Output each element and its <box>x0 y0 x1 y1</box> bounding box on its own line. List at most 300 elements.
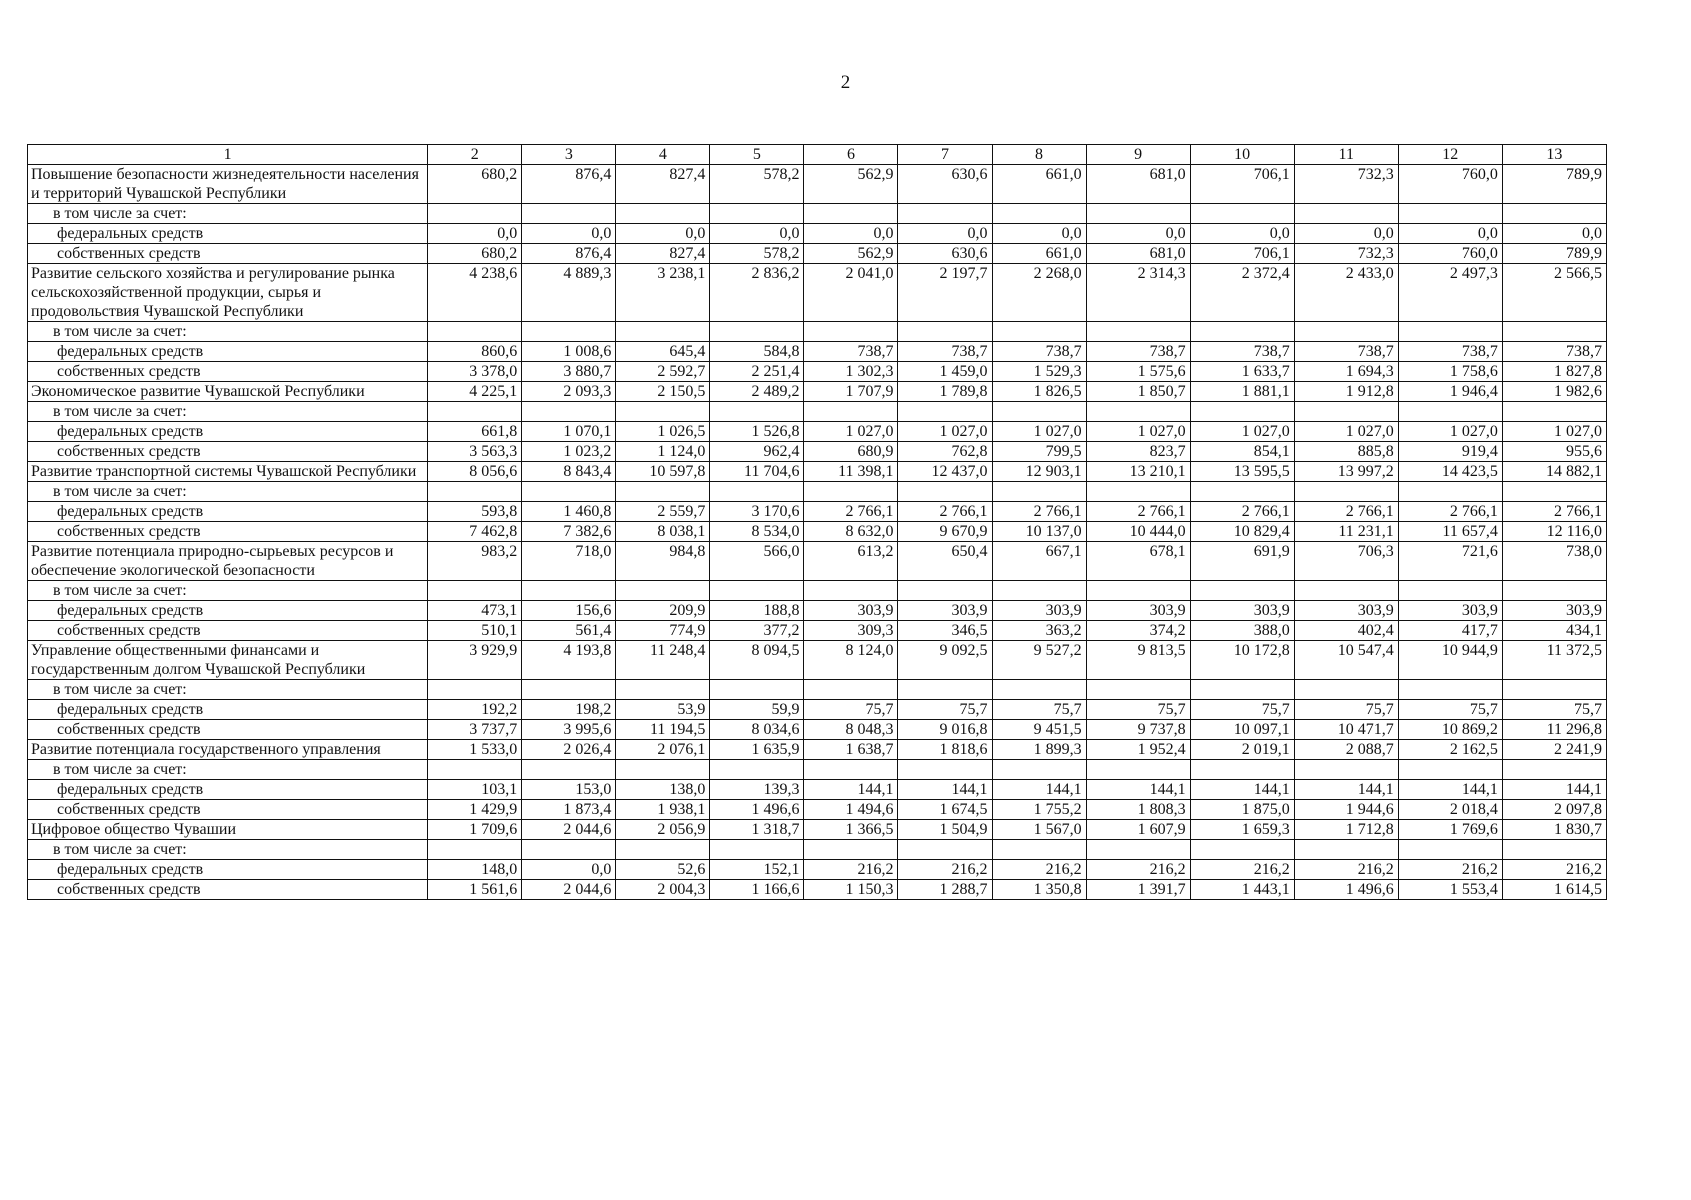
value-cell: 1 607,9 <box>1086 820 1190 840</box>
row-label: собственных средств <box>28 244 428 264</box>
value-cell <box>992 760 1086 780</box>
value-cell: 3 170,6 <box>710 502 804 522</box>
value-cell: 52,6 <box>616 860 710 880</box>
value-cell: 1 830,7 <box>1502 820 1606 840</box>
value-cell: 2 088,7 <box>1294 740 1398 760</box>
value-cell: 0,0 <box>992 224 1086 244</box>
value-cell: 1 027,0 <box>1190 422 1294 442</box>
value-cell: 10 097,1 <box>1190 720 1294 740</box>
value-cell <box>804 680 898 700</box>
value-cell: 198,2 <box>522 700 616 720</box>
value-cell: 661,0 <box>992 165 1086 204</box>
value-cell: 1 707,9 <box>804 382 898 402</box>
value-cell: 919,4 <box>1398 442 1502 462</box>
row-label: федеральных средств <box>28 860 428 880</box>
value-cell: 827,4 <box>616 244 710 264</box>
value-cell <box>710 482 804 502</box>
value-cell <box>710 581 804 601</box>
value-cell: 1 709,6 <box>428 820 522 840</box>
value-cell <box>1502 482 1606 502</box>
value-cell: 2 372,4 <box>1190 264 1294 322</box>
value-cell: 738,7 <box>1086 342 1190 362</box>
row-label: собственных средств <box>28 522 428 542</box>
value-cell <box>804 322 898 342</box>
value-cell: 1 982,6 <box>1502 382 1606 402</box>
value-cell: 13 595,5 <box>1190 462 1294 482</box>
value-cell <box>1190 680 1294 700</box>
value-cell <box>710 840 804 860</box>
value-cell: 1 302,3 <box>804 362 898 382</box>
value-cell <box>428 482 522 502</box>
value-cell: 144,1 <box>992 780 1086 800</box>
value-cell: 216,2 <box>1398 860 1502 880</box>
own-funds-row <box>28 621 1607 641</box>
value-cell: 75,7 <box>1294 700 1398 720</box>
value-cell: 11 657,4 <box>1398 522 1502 542</box>
value-cell: 593,8 <box>428 502 522 522</box>
page-number: 2 <box>840 72 851 93</box>
value-cell <box>898 760 992 780</box>
value-cell: 2 497,3 <box>1398 264 1502 322</box>
value-cell: 473,1 <box>428 601 522 621</box>
value-cell: 216,2 <box>804 860 898 880</box>
value-cell: 12 903,1 <box>992 462 1086 482</box>
value-cell <box>616 322 710 342</box>
column-header: 3 <box>522 145 616 165</box>
value-cell: 1 789,8 <box>898 382 992 402</box>
value-cell: 346,5 <box>898 621 992 641</box>
value-cell: 8 843,4 <box>522 462 616 482</box>
federal-funds-row <box>28 700 1607 720</box>
value-cell: 645,4 <box>616 342 710 362</box>
value-cell: 144,1 <box>898 780 992 800</box>
value-cell: 876,4 <box>522 244 616 264</box>
column-header: 6 <box>804 145 898 165</box>
value-cell: 13 210,1 <box>1086 462 1190 482</box>
value-cell: 630,6 <box>898 165 992 204</box>
value-cell <box>1502 680 1606 700</box>
value-cell: 578,2 <box>710 165 804 204</box>
value-cell <box>1190 322 1294 342</box>
value-cell: 11 372,5 <box>1502 641 1606 680</box>
value-cell: 216,2 <box>1294 860 1398 880</box>
value-cell <box>1398 402 1502 422</box>
value-cell <box>1086 482 1190 502</box>
value-cell: 562,9 <box>804 165 898 204</box>
value-cell: 789,9 <box>1502 165 1606 204</box>
value-cell <box>1294 840 1398 860</box>
value-cell: 2 197,7 <box>898 264 992 322</box>
value-cell: 1 027,0 <box>1294 422 1398 442</box>
value-cell: 2 056,9 <box>616 820 710 840</box>
value-cell: 650,4 <box>898 542 992 581</box>
value-cell: 10 869,2 <box>1398 720 1502 740</box>
program-row <box>28 462 1607 482</box>
value-cell: 885,8 <box>1294 442 1398 462</box>
value-cell: 681,0 <box>1086 165 1190 204</box>
value-cell: 144,1 <box>1086 780 1190 800</box>
value-cell <box>616 581 710 601</box>
column-header: 9 <box>1086 145 1190 165</box>
value-cell: 2 093,3 <box>522 382 616 402</box>
row-label: в том числе за счет: <box>28 680 428 700</box>
value-cell <box>898 402 992 422</box>
value-cell: 578,2 <box>710 244 804 264</box>
value-cell <box>616 760 710 780</box>
value-cell: 1 496,6 <box>710 800 804 820</box>
funding-intro-row <box>28 680 1607 700</box>
column-header: 7 <box>898 145 992 165</box>
value-cell: 2 766,1 <box>1502 502 1606 522</box>
value-cell <box>1190 482 1294 502</box>
value-cell: 0,0 <box>710 224 804 244</box>
value-cell: 3 238,1 <box>616 264 710 322</box>
value-cell: 1 027,0 <box>898 422 992 442</box>
value-cell: 75,7 <box>804 700 898 720</box>
value-cell: 209,9 <box>616 601 710 621</box>
value-cell: 2 766,1 <box>1086 502 1190 522</box>
value-cell: 774,9 <box>616 621 710 641</box>
value-cell <box>1294 482 1398 502</box>
row-label: в том числе за счет: <box>28 482 428 502</box>
column-header: 2 <box>428 145 522 165</box>
value-cell: 75,7 <box>1190 700 1294 720</box>
value-cell: 510,1 <box>428 621 522 641</box>
value-cell: 678,1 <box>1086 542 1190 581</box>
value-cell: 3 929,9 <box>428 641 522 680</box>
value-cell: 2 026,4 <box>522 740 616 760</box>
row-label: Развитие сельского хозяйства и регулирование рынка сельскохозяйственной продукции, сырья и продовольствия Чувашской Республики <box>28 264 428 322</box>
value-cell: 2 076,1 <box>616 740 710 760</box>
value-cell: 1 494,6 <box>804 800 898 820</box>
value-cell: 1 638,7 <box>804 740 898 760</box>
row-label: собственных средств <box>28 621 428 641</box>
row-label: в том числе за счет: <box>28 322 428 342</box>
value-cell: 2 044,6 <box>522 820 616 840</box>
value-cell <box>522 760 616 780</box>
value-cell: 303,9 <box>1398 601 1502 621</box>
value-cell: 216,2 <box>1190 860 1294 880</box>
value-cell: 1 008,6 <box>522 342 616 362</box>
value-cell: 738,7 <box>804 342 898 362</box>
value-cell <box>428 402 522 422</box>
own-funds-row <box>28 362 1607 382</box>
value-cell <box>428 760 522 780</box>
value-cell: 706,1 <box>1190 244 1294 264</box>
value-cell: 2 162,5 <box>1398 740 1502 760</box>
value-cell <box>1502 204 1606 224</box>
value-cell: 1 526,8 <box>710 422 804 442</box>
value-cell: 75,7 <box>898 700 992 720</box>
value-cell <box>1398 680 1502 700</box>
federal-funds-row <box>28 224 1607 244</box>
value-cell <box>1294 581 1398 601</box>
value-cell: 2 766,1 <box>992 502 1086 522</box>
value-cell: 59,9 <box>710 700 804 720</box>
value-cell <box>804 760 898 780</box>
value-cell: 721,6 <box>1398 542 1502 581</box>
value-cell: 188,8 <box>710 601 804 621</box>
value-cell: 0,0 <box>616 224 710 244</box>
value-cell: 1 938,1 <box>616 800 710 820</box>
value-cell: 0,0 <box>428 224 522 244</box>
value-cell <box>428 204 522 224</box>
value-cell <box>1086 204 1190 224</box>
value-cell: 1 633,7 <box>1190 362 1294 382</box>
value-cell: 2 241,9 <box>1502 740 1606 760</box>
row-label: федеральных средств <box>28 422 428 442</box>
value-cell: 303,9 <box>804 601 898 621</box>
value-cell: 1 944,6 <box>1294 800 1398 820</box>
value-cell: 584,8 <box>710 342 804 362</box>
value-cell: 2 019,1 <box>1190 740 1294 760</box>
value-cell: 661,0 <box>992 244 1086 264</box>
value-cell: 309,3 <box>804 621 898 641</box>
value-cell: 1 350,8 <box>992 880 1086 900</box>
value-cell: 388,0 <box>1190 621 1294 641</box>
value-cell <box>1086 402 1190 422</box>
row-label: федеральных средств <box>28 502 428 522</box>
value-cell: 630,6 <box>898 244 992 264</box>
row-label: в том числе за счет: <box>28 840 428 860</box>
value-cell: 8 056,6 <box>428 462 522 482</box>
value-cell <box>1294 760 1398 780</box>
value-cell: 0,0 <box>1398 224 1502 244</box>
value-cell: 138,0 <box>616 780 710 800</box>
value-cell <box>522 402 616 422</box>
value-cell: 3 737,7 <box>428 720 522 740</box>
value-cell: 1 023,2 <box>522 442 616 462</box>
value-cell <box>710 204 804 224</box>
funding-intro-row <box>28 581 1607 601</box>
value-cell: 14 423,5 <box>1398 462 1502 482</box>
row-label: Повышение безопасности жизнедеятельности населения и территорий Чувашской Республики <box>28 165 428 204</box>
value-cell: 827,4 <box>616 165 710 204</box>
value-cell <box>1190 840 1294 860</box>
value-cell: 9 737,8 <box>1086 720 1190 740</box>
value-cell <box>710 322 804 342</box>
value-cell: 4 225,1 <box>428 382 522 402</box>
value-cell: 9 813,5 <box>1086 641 1190 680</box>
value-cell: 823,7 <box>1086 442 1190 462</box>
value-cell: 8 038,1 <box>616 522 710 542</box>
value-cell: 1 027,0 <box>1086 422 1190 442</box>
value-cell <box>804 840 898 860</box>
value-cell: 680,9 <box>804 442 898 462</box>
value-cell: 1 875,0 <box>1190 800 1294 820</box>
row-label: в том числе за счет: <box>28 581 428 601</box>
value-cell: 75,7 <box>1398 700 1502 720</box>
program-row <box>28 382 1607 402</box>
value-cell <box>1294 322 1398 342</box>
value-cell: 10 444,0 <box>1086 522 1190 542</box>
value-cell <box>1086 322 1190 342</box>
value-cell: 10 172,8 <box>1190 641 1294 680</box>
value-cell: 434,1 <box>1502 621 1606 641</box>
table-header <box>28 145 1607 165</box>
value-cell: 156,6 <box>522 601 616 621</box>
row-label: федеральных средств <box>28 780 428 800</box>
row-label: федеральных средств <box>28 700 428 720</box>
value-cell: 860,6 <box>428 342 522 362</box>
value-cell: 0,0 <box>1190 224 1294 244</box>
value-cell <box>1086 680 1190 700</box>
value-cell: 10 137,0 <box>992 522 1086 542</box>
value-cell: 2 592,7 <box>616 362 710 382</box>
value-cell: 1 027,0 <box>992 422 1086 442</box>
value-cell: 2 766,1 <box>1294 502 1398 522</box>
value-cell <box>992 204 1086 224</box>
federal-funds-row <box>28 342 1607 362</box>
value-cell: 562,9 <box>804 244 898 264</box>
value-cell <box>1502 322 1606 342</box>
value-cell <box>1398 581 1502 601</box>
value-cell: 11 248,4 <box>616 641 710 680</box>
value-cell <box>1190 204 1294 224</box>
value-cell <box>522 482 616 502</box>
program-row <box>28 740 1607 760</box>
value-cell: 7 462,8 <box>428 522 522 542</box>
value-cell: 303,9 <box>1190 601 1294 621</box>
value-cell: 144,1 <box>1294 780 1398 800</box>
value-cell: 216,2 <box>898 860 992 880</box>
value-cell: 2 836,2 <box>710 264 804 322</box>
value-cell: 0,0 <box>522 224 616 244</box>
value-cell: 1 070,1 <box>522 422 616 442</box>
value-cell: 1 575,6 <box>1086 362 1190 382</box>
value-cell: 762,8 <box>898 442 992 462</box>
value-cell <box>616 204 710 224</box>
value-cell: 417,7 <box>1398 621 1502 641</box>
value-cell <box>992 581 1086 601</box>
value-cell: 303,9 <box>1294 601 1398 621</box>
value-cell: 1 808,3 <box>1086 800 1190 820</box>
value-cell <box>522 680 616 700</box>
value-cell <box>428 322 522 342</box>
value-cell: 1 827,8 <box>1502 362 1606 382</box>
own-funds-row <box>28 244 1607 264</box>
value-cell: 303,9 <box>992 601 1086 621</box>
value-cell: 2 044,6 <box>522 880 616 900</box>
value-cell <box>898 680 992 700</box>
value-cell: 1 124,0 <box>616 442 710 462</box>
value-cell: 144,1 <box>1190 780 1294 800</box>
value-cell: 738,0 <box>1502 542 1606 581</box>
value-cell <box>1398 840 1502 860</box>
value-cell <box>616 680 710 700</box>
value-cell: 1 504,9 <box>898 820 992 840</box>
value-cell: 732,3 <box>1294 244 1398 264</box>
value-cell: 3 378,0 <box>428 362 522 382</box>
value-cell <box>1502 402 1606 422</box>
value-cell: 4 238,6 <box>428 264 522 322</box>
value-cell: 1 952,4 <box>1086 740 1190 760</box>
federal-funds-row <box>28 422 1607 442</box>
value-cell <box>992 840 1086 860</box>
value-cell: 3 563,3 <box>428 442 522 462</box>
value-cell <box>1502 581 1606 601</box>
funding-intro-row <box>28 760 1607 780</box>
value-cell: 2 433,0 <box>1294 264 1398 322</box>
funding-intro-row <box>28 840 1607 860</box>
value-cell: 1 529,3 <box>992 362 1086 382</box>
column-header: 11 <box>1294 145 1398 165</box>
value-cell: 402,4 <box>1294 621 1398 641</box>
value-cell: 2 766,1 <box>1398 502 1502 522</box>
value-cell: 1 758,6 <box>1398 362 1502 382</box>
value-cell: 9 016,8 <box>898 720 992 740</box>
value-cell: 799,5 <box>992 442 1086 462</box>
value-cell: 706,3 <box>1294 542 1398 581</box>
funding-intro-row <box>28 482 1607 502</box>
value-cell <box>1086 581 1190 601</box>
value-cell <box>522 204 616 224</box>
value-cell: 0,0 <box>1086 224 1190 244</box>
row-label: собственных средств <box>28 720 428 740</box>
value-cell: 1 567,0 <box>992 820 1086 840</box>
value-cell: 1 027,0 <box>1398 422 1502 442</box>
value-cell: 144,1 <box>1398 780 1502 800</box>
value-cell: 706,1 <box>1190 165 1294 204</box>
value-cell <box>1502 760 1606 780</box>
value-cell: 8 048,3 <box>804 720 898 740</box>
value-cell: 8 534,0 <box>710 522 804 542</box>
value-cell: 13 997,2 <box>1294 462 1398 482</box>
value-cell: 0,0 <box>1294 224 1398 244</box>
value-cell: 11 231,1 <box>1294 522 1398 542</box>
value-cell: 9 527,2 <box>992 641 1086 680</box>
value-cell <box>992 680 1086 700</box>
program-row <box>28 542 1607 581</box>
value-cell: 1 674,5 <box>898 800 992 820</box>
value-cell <box>616 840 710 860</box>
own-funds-row <box>28 720 1607 740</box>
value-cell: 2 041,0 <box>804 264 898 322</box>
column-header: 8 <box>992 145 1086 165</box>
value-cell <box>428 840 522 860</box>
program-row <box>28 264 1607 322</box>
value-cell: 75,7 <box>1502 700 1606 720</box>
value-cell: 876,4 <box>522 165 616 204</box>
value-cell: 7 382,6 <box>522 522 616 542</box>
value-cell: 75,7 <box>1086 700 1190 720</box>
row-label: собственных средств <box>28 800 428 820</box>
row-label: Развитие потенциала государственного управления <box>28 740 428 760</box>
value-cell: 1 496,6 <box>1294 880 1398 900</box>
row-label: Управление общественными финансами и государственным долгом Чувашской Республики <box>28 641 428 680</box>
value-cell <box>428 680 522 700</box>
value-cell: 691,9 <box>1190 542 1294 581</box>
value-cell: 1 460,8 <box>522 502 616 522</box>
value-cell: 738,7 <box>992 342 1086 362</box>
value-cell: 1 912,8 <box>1294 382 1398 402</box>
column-header: 13 <box>1502 145 1606 165</box>
program-row <box>28 820 1607 840</box>
value-cell: 1 659,3 <box>1190 820 1294 840</box>
value-cell: 10 547,4 <box>1294 641 1398 680</box>
row-label: федеральных средств <box>28 224 428 244</box>
column-header: 4 <box>616 145 710 165</box>
value-cell: 2 766,1 <box>804 502 898 522</box>
federal-funds-row <box>28 780 1607 800</box>
own-funds-row <box>28 442 1607 462</box>
value-cell: 661,8 <box>428 422 522 442</box>
value-cell: 760,0 <box>1398 244 1502 264</box>
value-cell: 9 451,5 <box>992 720 1086 740</box>
value-cell <box>616 402 710 422</box>
value-cell: 152,1 <box>710 860 804 880</box>
value-cell: 303,9 <box>898 601 992 621</box>
